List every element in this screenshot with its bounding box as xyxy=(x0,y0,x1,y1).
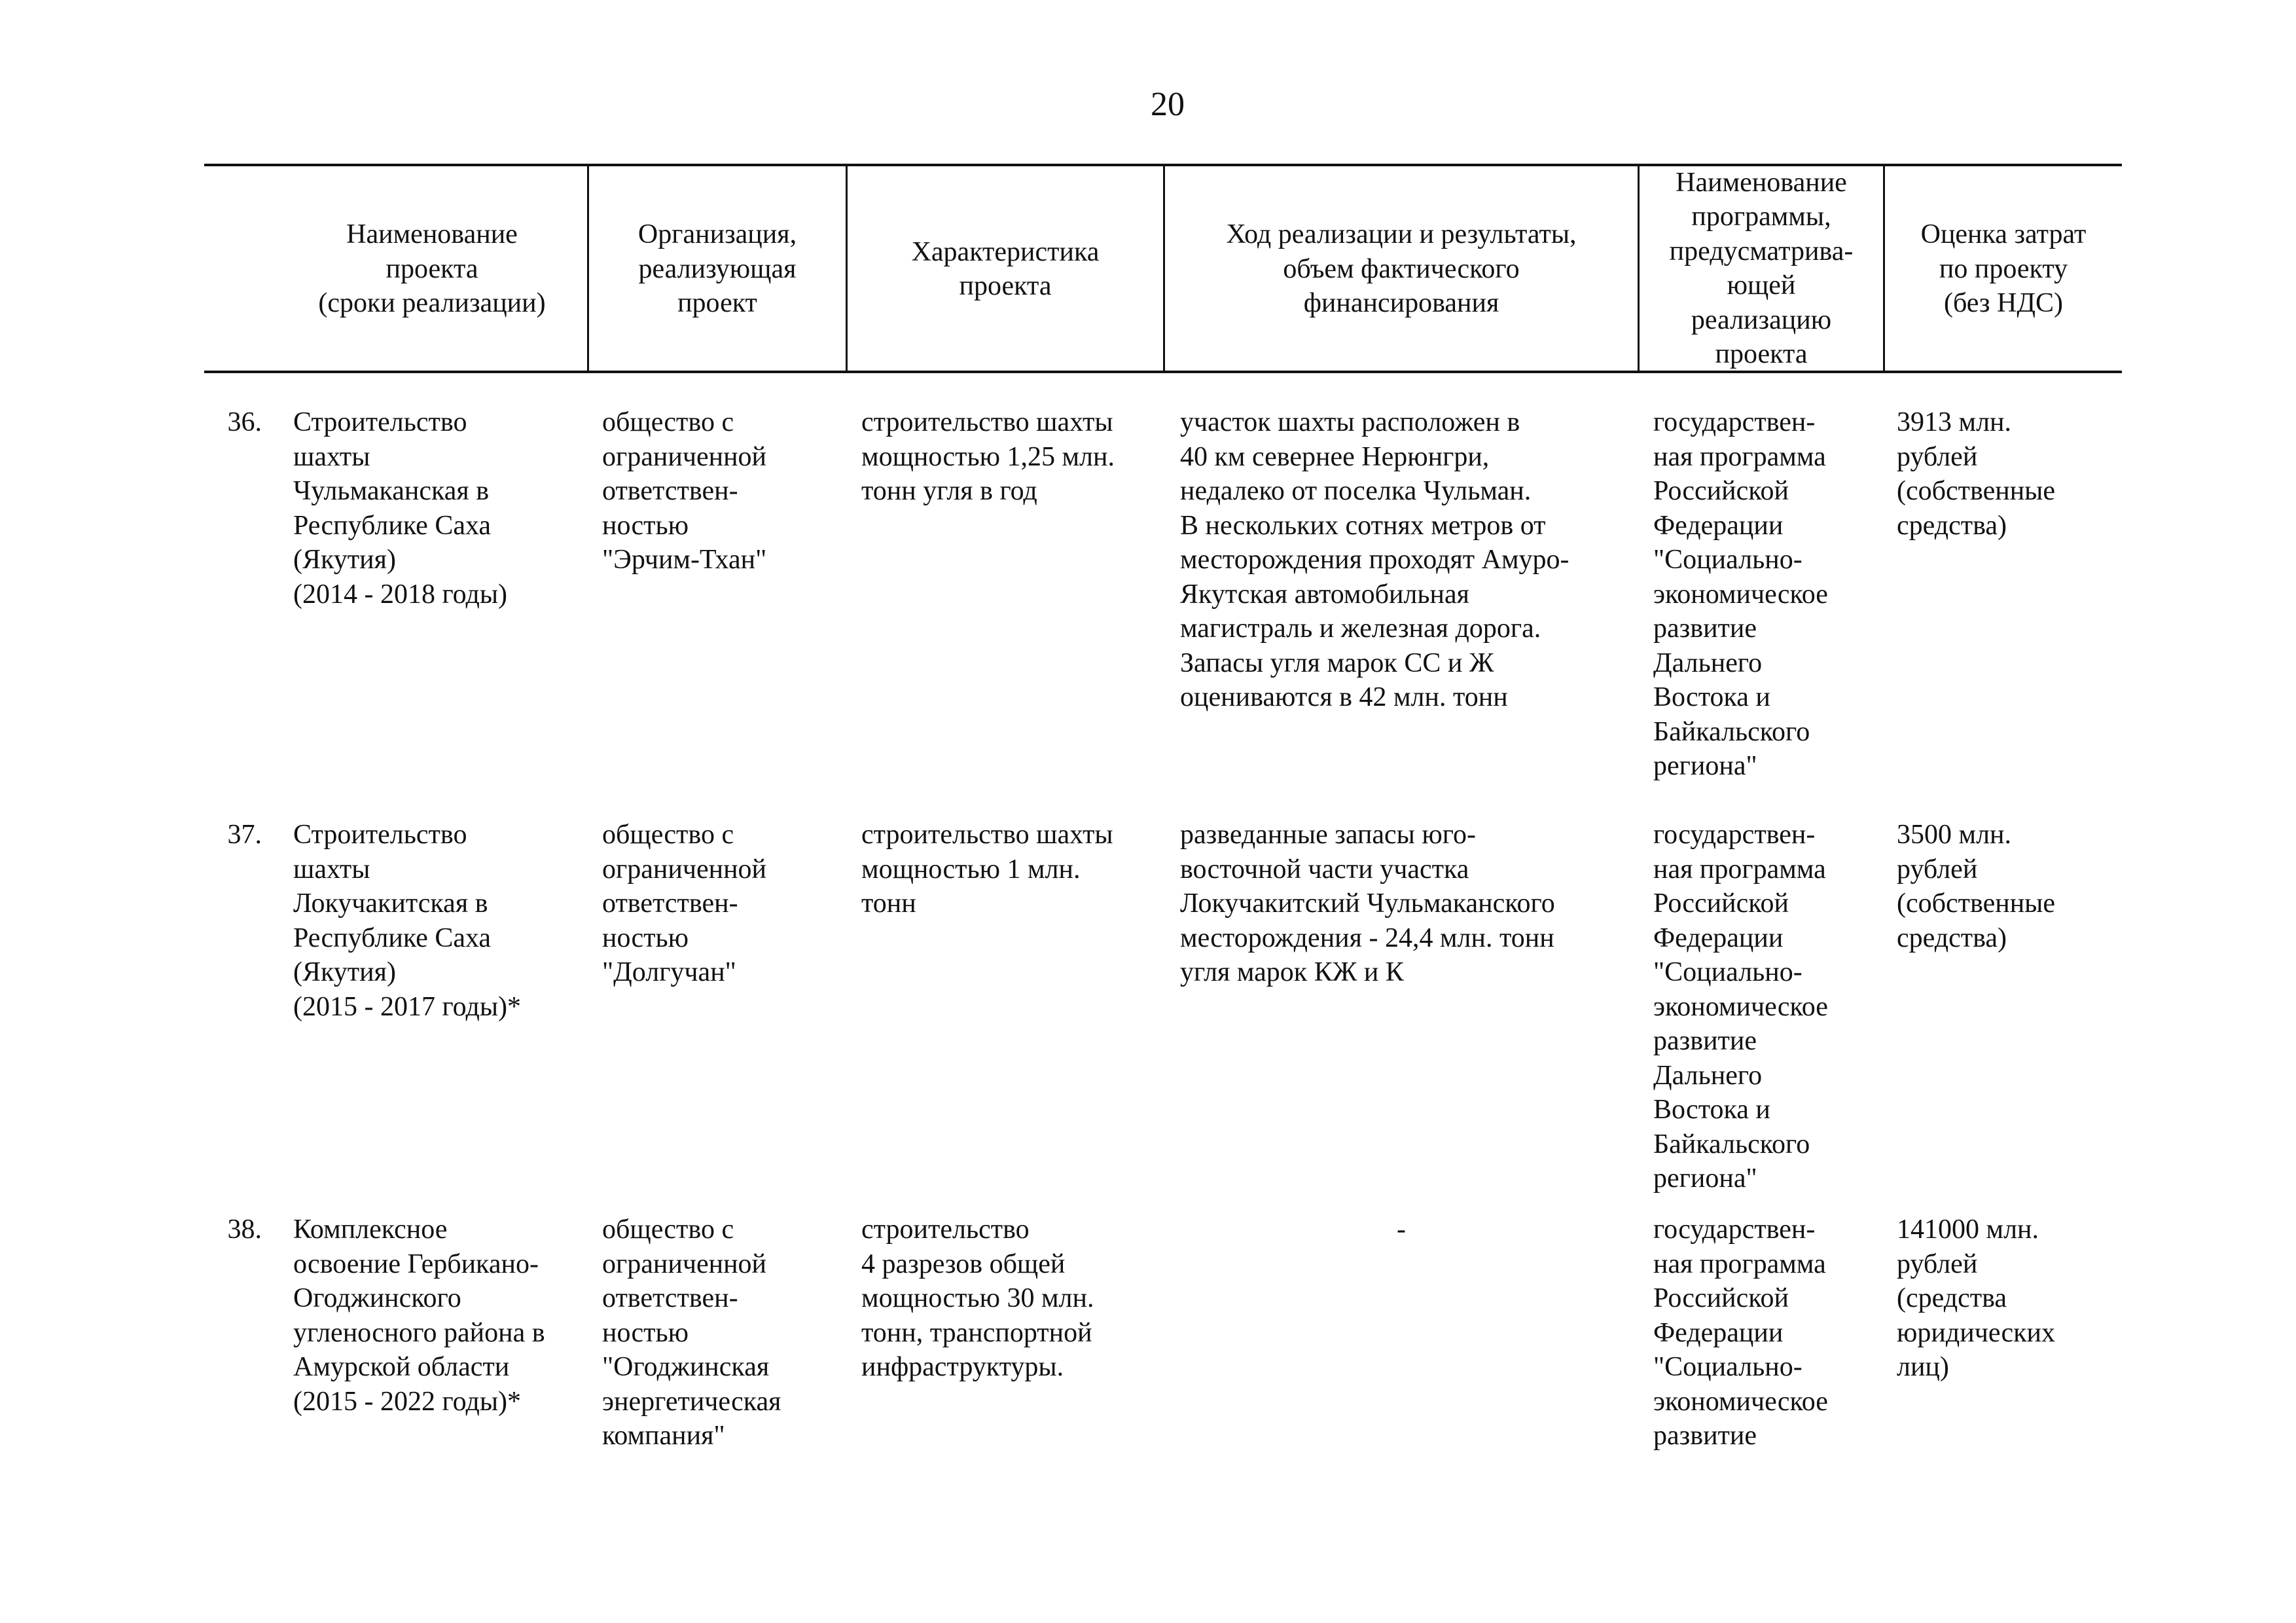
characteristics: строительство 4 разрезов общей мощностью 30 млн. тонн, транспортной инфраструктуры. xyxy=(861,1214,1094,1382)
program: государствен- ная программа Российской Федерации "Социально- экономическое развитие Дальнего Востока и Байкальского региона" xyxy=(1653,820,1828,1194)
progress: участок шахты расположен в 40 км севернее Нерюнгри, недалеко от поселка Чульман. В нескольких сотнях метров от месторождения проходят Амуро- Якутская автомобильная магистраль и железная дорога. Запасы угля марок СС и Ж оцениваются в 42 млн. тонн xyxy=(1180,407,1570,712)
row-number: 37. xyxy=(227,820,262,850)
progress: разведанные запасы юго- восточной части участка Локучакитский Чульмаканского месторождения - 24,4 млн. тонн угля марок КЖ и К xyxy=(1180,820,1555,987)
cost: 3500 млн. рублей (собственные средства) xyxy=(1897,820,2056,953)
row-number: 38. xyxy=(227,1214,262,1245)
header-cost: Оценка затрат по проекту (без НДС) xyxy=(1920,219,2087,319)
organization: общество с ограниченной ответствен- ностью "Огоджинская энергетическая компания" xyxy=(602,1214,781,1451)
cost: 3913 млн. рублей (собственные средства) xyxy=(1897,407,2056,541)
header-progress: Ход реализации и результаты, объем фактического финансирования xyxy=(1226,219,1577,319)
characteristics: строительство шахты мощностью 1 млн. тонн xyxy=(861,820,1113,919)
organization: общество с ограниченной ответствен- ностью "Эрчим-Тхан" xyxy=(602,407,767,575)
cost: 141000 млн. рублей (средства юридических лиц) xyxy=(1897,1214,2056,1382)
row-number: 36. xyxy=(227,407,262,437)
header-program: Наименование программы, предусматрива- ющей реализацию проекта xyxy=(1669,167,1854,369)
header-characteristics: Характеристика проекта xyxy=(911,236,1100,301)
project-name: Строительство шахты Локучакитская в Республике Саха (Якутия) (2015 - 2017 годы)* xyxy=(293,820,522,1022)
program: государствен- ная программа Российской Федерации "Социально- экономическое развитие xyxy=(1653,1214,1828,1451)
program: государствен- ная программа Российской Федерации "Социально- экономическое развитие Дальнего Востока и Байкальского региона" xyxy=(1653,407,1828,781)
page-number: 20 xyxy=(1151,86,1185,123)
organization: общество с ограниченной ответствен- ностью "Долгучан" xyxy=(602,820,767,987)
project-name: Строительство шахты Чульмаканская в Республике Саха (Якутия) (2014 - 2018 годы) xyxy=(293,407,508,610)
project-name: Комплексное освоение Гербикано- Огоджинского угленосного района в Амурской области (2015 - 2022 годы)* xyxy=(293,1214,545,1417)
progress: - xyxy=(1397,1214,1406,1245)
header-organization: Организация, реализующая проект xyxy=(637,219,797,319)
characteristics: строительство шахты мощностью 1,25 млн. тонн угля в год xyxy=(861,407,1115,506)
header-project-name: Наименование проекта (сроки реализации) xyxy=(318,219,546,319)
